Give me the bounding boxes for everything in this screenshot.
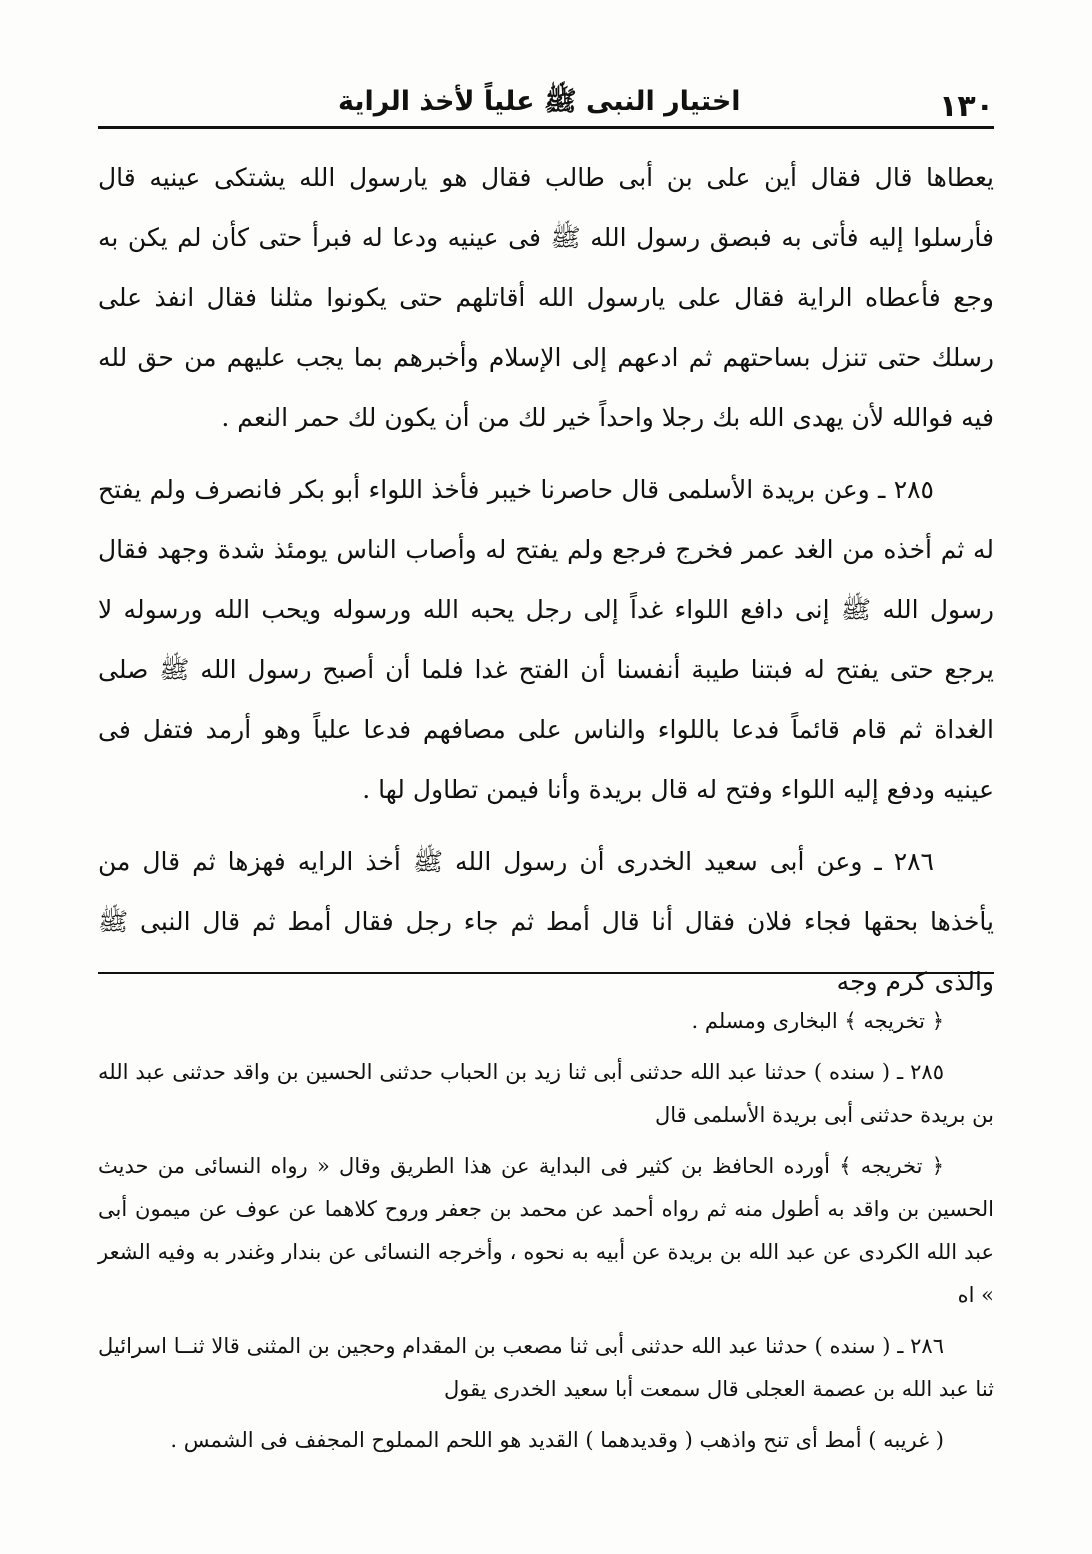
footnote-sanad-286: ٢٨٦ ـ ( سنده ) حدثنا عبد الله حدثنى أبى ثنا مصعب بن المقدام وحجين بن المثنى قالا ثنــا اسرائيل ثنا عبد الله بن عصمة العجلى قال سمعت أبا سعيد الخدرى يقول bbox=[98, 1334, 994, 1401]
main-text bbox=[98, 148, 994, 1024]
paragraph-continuation: يعطاها قال فقال أين على بن أبى طالب فقال هو يارسول الله يشتكى عينيه قال فأرسلوا إليه فأتى به فبصق رسول الله ﷺ فى عينيه ودعا له فبرأ حتى كأن لم يكن به وجع فأعطاه الراية فقال على يارسول الله أقاتلهم حتى يكونوا مثلنا فقال انفذ على رسلك حتى تنزل بساحتهم ثم ادعهم إلى الإسلام وأخبرهم بما يجب عليهم من حق لله فيه فوالله لأن يهدى الله بك رجلا واحداً خير لك من أن يكون لك حمر النعم . bbox=[98, 163, 994, 432]
page-number: ١٣٠ bbox=[939, 89, 994, 124]
footnotes bbox=[98, 1000, 994, 1470]
footnote-takhrij-284: ﴿ تخريجه ﴾ البخارى ومسلم . bbox=[691, 1009, 944, 1033]
hadith-286: ٢٨٦ ـ وعن أبى سعيد الخدرى أن رسول الله ﷺ أخذ الرايه فهزها ثم قال من يأخذها بحقها فجاء فلان فقال أنا قال أمط ثم جاء رجل فقال أمط ثم قال النبى ﷺ والذى كرم وجه bbox=[98, 847, 994, 996]
hadith-285: ٢٨٥ ـ وعن بريدة الأسلمى قال حاصرنا خيبر فأخذ اللواء أبو بكر فانصرف ولم يفتح له ثم أخذه من الغد عمر فخرج فرجع ولم يفتح له وأصاب الناس يومئذ شدة وجهد فقال رسول الله ﷺ إنى دافع اللواء غداً إلى رجل يحبه الله ورسوله ويحب الله ورسوله لا يرجع حتى يفتح له فبتنا طيبة أنفسنا أن الفتح غدا فلما أن أصبح رسول الله ﷺ صلى الغداة ثم قام قائماً فدعا باللواء والناس على مصافهم فدعا علياً وهو أرمد فتفل فى عينيه ودفع إليه اللواء وفتح له قال بريدة وأنا فيمن تطاول لها . bbox=[98, 475, 994, 804]
footnote-sanad-285: ٢٨٥ ـ ( سنده ) حدثنا عبد الله حدثنى أبى ثنا زيد بن الحباب حدثنى الحسين بن واقد حدثنى عبد الله بن بريدة حدثنى أبى بريدة الأسلمى قال bbox=[98, 1060, 994, 1127]
footnote-takhrij-285: ﴿ تخريجه ﴾ أورده الحافظ بن كثير فى البداية عن هذا الطريق وقال « رواه النسائى من حديث الحسين بن واقد به أطول منه ثم رواه أحمد عن محمد بن جعفر وروح كلاهما عن عوف عن ميمون أبى عبد الله الكردى عن عبد الله بن بريدة عن أبيه به نحوه ، وأخرجه النسائى عن بندار وغندر به وفيه الشعر » اه bbox=[98, 1154, 994, 1307]
header-rule bbox=[98, 126, 994, 129]
footnote-rule bbox=[98, 972, 994, 974]
running-title: اختيار النبى ﷺ علياً لأخذ الراية bbox=[338, 86, 741, 117]
footnote-gharib-286: ( غريبه ) أمط أى تنح واذهب ( وقديدهما ) القديد هو اللحم المملوح المجفف فى الشمس . bbox=[170, 1428, 944, 1452]
page-header bbox=[98, 82, 994, 124]
